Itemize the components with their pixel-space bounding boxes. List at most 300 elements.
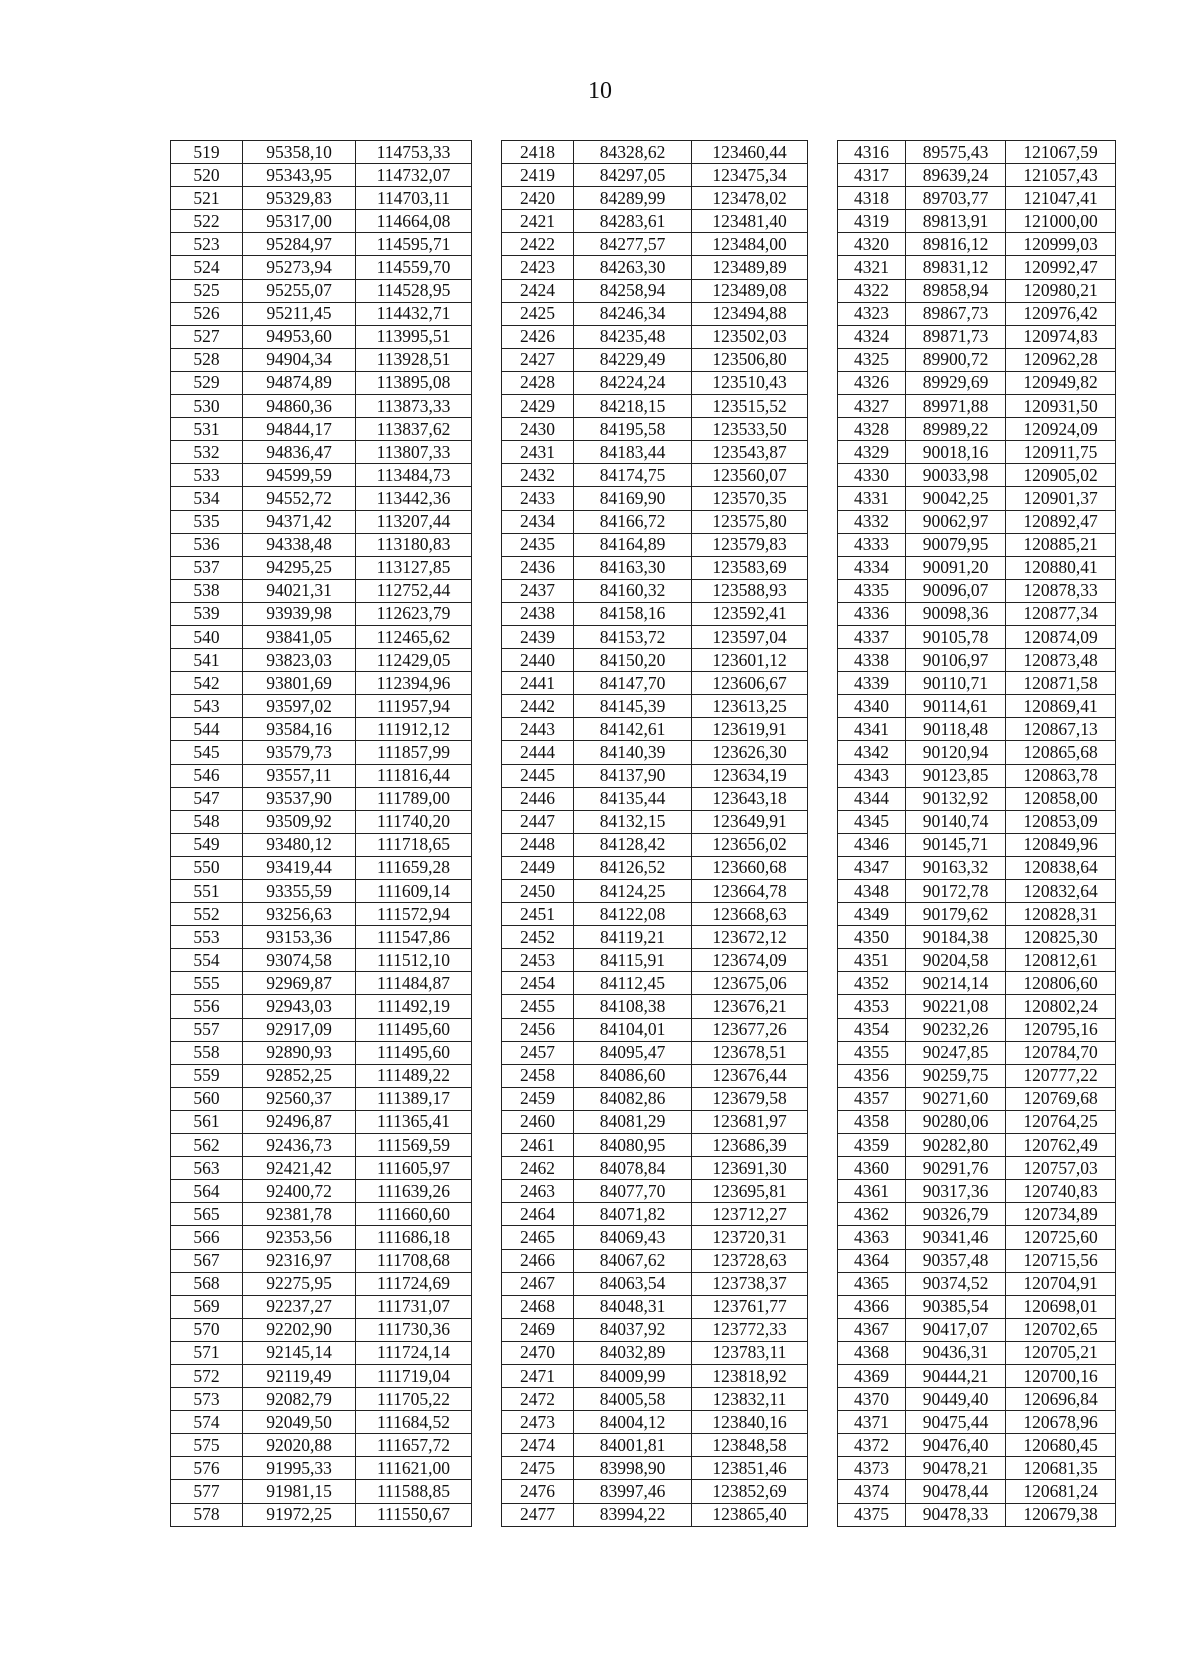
group-spacer bbox=[808, 1388, 838, 1411]
point-number: 2426 bbox=[502, 325, 574, 348]
y-coordinate: 120871,58 bbox=[1006, 672, 1116, 695]
point-number: 544 bbox=[171, 718, 243, 741]
point-number: 2464 bbox=[502, 1203, 574, 1226]
table-row bbox=[171, 371, 1116, 394]
y-coordinate: 123481,40 bbox=[692, 210, 808, 233]
table-row bbox=[171, 764, 1116, 787]
y-coordinate: 111659,28 bbox=[356, 856, 472, 879]
table-row bbox=[171, 256, 1116, 279]
x-coordinate: 89867,73 bbox=[906, 302, 1006, 325]
table-row bbox=[171, 972, 1116, 995]
table-row bbox=[171, 464, 1116, 487]
group-spacer bbox=[808, 787, 838, 810]
group-spacer bbox=[472, 487, 502, 510]
x-coordinate: 84104,01 bbox=[574, 1018, 692, 1041]
group-spacer bbox=[472, 972, 502, 995]
point-number: 2456 bbox=[502, 1018, 574, 1041]
x-coordinate: 94953,60 bbox=[243, 325, 356, 348]
x-coordinate: 84001,81 bbox=[574, 1434, 692, 1457]
x-coordinate: 92119,49 bbox=[243, 1364, 356, 1387]
y-coordinate: 123510,43 bbox=[692, 371, 808, 394]
group-spacer bbox=[808, 1272, 838, 1295]
y-coordinate: 123588,93 bbox=[692, 579, 808, 602]
point-number: 532 bbox=[171, 441, 243, 464]
x-coordinate: 90247,85 bbox=[906, 1041, 1006, 1064]
y-coordinate: 111686,18 bbox=[356, 1226, 472, 1249]
point-number: 2418 bbox=[502, 141, 574, 164]
group-spacer bbox=[472, 256, 502, 279]
y-coordinate: 120999,03 bbox=[1006, 233, 1116, 256]
y-coordinate: 120762,49 bbox=[1006, 1134, 1116, 1157]
y-coordinate: 111912,12 bbox=[356, 718, 472, 741]
group-spacer bbox=[472, 810, 502, 833]
group-spacer bbox=[808, 1341, 838, 1364]
x-coordinate: 92560,37 bbox=[243, 1087, 356, 1110]
table-row bbox=[171, 1272, 1116, 1295]
group-spacer bbox=[808, 1087, 838, 1110]
point-number: 2421 bbox=[502, 210, 574, 233]
y-coordinate: 114703,11 bbox=[356, 187, 472, 210]
x-coordinate: 95211,45 bbox=[243, 302, 356, 325]
y-coordinate: 123840,16 bbox=[692, 1411, 808, 1434]
point-number: 557 bbox=[171, 1018, 243, 1041]
group-spacer bbox=[472, 1364, 502, 1387]
y-coordinate: 123660,68 bbox=[692, 856, 808, 879]
y-coordinate: 111495,60 bbox=[356, 1018, 472, 1041]
y-coordinate: 120931,50 bbox=[1006, 395, 1116, 418]
point-number: 537 bbox=[171, 556, 243, 579]
point-number: 4322 bbox=[838, 279, 906, 302]
x-coordinate: 84095,47 bbox=[574, 1041, 692, 1064]
point-number: 572 bbox=[171, 1364, 243, 1387]
group-spacer bbox=[472, 210, 502, 233]
group-spacer bbox=[472, 164, 502, 187]
group-spacer bbox=[472, 1503, 502, 1526]
x-coordinate: 84164,89 bbox=[574, 533, 692, 556]
table-row bbox=[171, 672, 1116, 695]
y-coordinate: 114732,07 bbox=[356, 164, 472, 187]
y-coordinate: 120704,91 bbox=[1006, 1272, 1116, 1295]
point-number: 4339 bbox=[838, 672, 906, 695]
point-number: 547 bbox=[171, 787, 243, 810]
y-coordinate: 120865,68 bbox=[1006, 741, 1116, 764]
point-number: 549 bbox=[171, 833, 243, 856]
y-coordinate: 123851,46 bbox=[692, 1457, 808, 1480]
x-coordinate: 89813,91 bbox=[906, 210, 1006, 233]
point-number: 2468 bbox=[502, 1295, 574, 1318]
x-coordinate: 89816,12 bbox=[906, 233, 1006, 256]
point-number: 2466 bbox=[502, 1249, 574, 1272]
table-row bbox=[171, 1434, 1116, 1457]
point-number: 4325 bbox=[838, 348, 906, 371]
point-number: 4317 bbox=[838, 164, 906, 187]
point-number: 4336 bbox=[838, 602, 906, 625]
x-coordinate: 84032,89 bbox=[574, 1341, 692, 1364]
y-coordinate: 111730,36 bbox=[356, 1318, 472, 1341]
group-spacer bbox=[472, 348, 502, 371]
y-coordinate: 123489,89 bbox=[692, 256, 808, 279]
point-number: 2430 bbox=[502, 418, 574, 441]
x-coordinate: 84124,25 bbox=[574, 880, 692, 903]
y-coordinate: 111605,97 bbox=[356, 1157, 472, 1180]
y-coordinate: 123738,37 bbox=[692, 1272, 808, 1295]
point-number: 4340 bbox=[838, 695, 906, 718]
point-number: 4355 bbox=[838, 1041, 906, 1064]
group-spacer bbox=[472, 1318, 502, 1341]
y-coordinate: 123475,34 bbox=[692, 164, 808, 187]
y-coordinate: 123478,02 bbox=[692, 187, 808, 210]
group-spacer bbox=[808, 1041, 838, 1064]
x-coordinate: 93579,73 bbox=[243, 741, 356, 764]
group-spacer bbox=[808, 672, 838, 695]
point-number: 2467 bbox=[502, 1272, 574, 1295]
x-coordinate: 91995,33 bbox=[243, 1457, 356, 1480]
y-coordinate: 111957,94 bbox=[356, 695, 472, 718]
y-coordinate: 120740,83 bbox=[1006, 1180, 1116, 1203]
x-coordinate: 84086,60 bbox=[574, 1064, 692, 1087]
table-row bbox=[171, 348, 1116, 371]
x-coordinate: 90449,40 bbox=[906, 1388, 1006, 1411]
group-spacer bbox=[808, 1364, 838, 1387]
table-row bbox=[171, 533, 1116, 556]
x-coordinate: 90110,71 bbox=[906, 672, 1006, 695]
group-spacer bbox=[472, 1434, 502, 1457]
point-number: 2424 bbox=[502, 279, 574, 302]
point-number: 555 bbox=[171, 972, 243, 995]
point-number: 2475 bbox=[502, 1457, 574, 1480]
x-coordinate: 89900,72 bbox=[906, 348, 1006, 371]
point-number: 2422 bbox=[502, 233, 574, 256]
table-row bbox=[171, 880, 1116, 903]
table-row bbox=[171, 1249, 1116, 1272]
y-coordinate: 112394,96 bbox=[356, 672, 472, 695]
y-coordinate: 123695,81 bbox=[692, 1180, 808, 1203]
y-coordinate: 123720,31 bbox=[692, 1226, 808, 1249]
y-coordinate: 123460,44 bbox=[692, 141, 808, 164]
x-coordinate: 90478,44 bbox=[906, 1480, 1006, 1503]
point-number: 519 bbox=[171, 141, 243, 164]
y-coordinate: 120858,00 bbox=[1006, 787, 1116, 810]
y-coordinate: 120980,21 bbox=[1006, 279, 1116, 302]
group-spacer bbox=[808, 1180, 838, 1203]
point-number: 4366 bbox=[838, 1295, 906, 1318]
x-coordinate: 92852,25 bbox=[243, 1064, 356, 1087]
x-coordinate: 84081,29 bbox=[574, 1110, 692, 1133]
point-number: 4341 bbox=[838, 718, 906, 741]
x-coordinate: 90145,71 bbox=[906, 833, 1006, 856]
x-coordinate: 92202,90 bbox=[243, 1318, 356, 1341]
point-number: 4337 bbox=[838, 625, 906, 648]
point-number: 4350 bbox=[838, 926, 906, 949]
group-spacer bbox=[808, 1226, 838, 1249]
table-row bbox=[171, 510, 1116, 533]
point-number: 543 bbox=[171, 695, 243, 718]
point-number: 560 bbox=[171, 1087, 243, 1110]
y-coordinate: 111389,17 bbox=[356, 1087, 472, 1110]
x-coordinate: 89703,77 bbox=[906, 187, 1006, 210]
x-coordinate: 84283,61 bbox=[574, 210, 692, 233]
x-coordinate: 94371,42 bbox=[243, 510, 356, 533]
x-coordinate: 84145,39 bbox=[574, 695, 692, 718]
y-coordinate: 120764,25 bbox=[1006, 1110, 1116, 1133]
point-number: 524 bbox=[171, 256, 243, 279]
point-number: 2473 bbox=[502, 1411, 574, 1434]
y-coordinate: 114559,70 bbox=[356, 256, 472, 279]
y-coordinate: 120892,47 bbox=[1006, 510, 1116, 533]
y-coordinate: 112623,79 bbox=[356, 602, 472, 625]
x-coordinate: 92969,87 bbox=[243, 972, 356, 995]
point-number: 575 bbox=[171, 1434, 243, 1457]
point-number: 4368 bbox=[838, 1341, 906, 1364]
x-coordinate: 90282,80 bbox=[906, 1134, 1006, 1157]
group-spacer bbox=[472, 464, 502, 487]
group-spacer bbox=[808, 1134, 838, 1157]
y-coordinate: 120705,21 bbox=[1006, 1341, 1116, 1364]
y-coordinate: 111572,94 bbox=[356, 903, 472, 926]
point-number: 533 bbox=[171, 464, 243, 487]
y-coordinate: 123848,58 bbox=[692, 1434, 808, 1457]
point-number: 2448 bbox=[502, 833, 574, 856]
point-number: 4320 bbox=[838, 233, 906, 256]
point-number: 527 bbox=[171, 325, 243, 348]
point-number: 4347 bbox=[838, 856, 906, 879]
group-spacer bbox=[808, 1249, 838, 1272]
x-coordinate: 90179,62 bbox=[906, 903, 1006, 926]
y-coordinate: 111609,14 bbox=[356, 880, 472, 903]
group-spacer bbox=[808, 1434, 838, 1457]
group-spacer bbox=[808, 141, 838, 164]
x-coordinate: 90214,14 bbox=[906, 972, 1006, 995]
table-row bbox=[171, 741, 1116, 764]
group-spacer bbox=[472, 1041, 502, 1064]
y-coordinate: 121057,43 bbox=[1006, 164, 1116, 187]
group-spacer bbox=[808, 1295, 838, 1318]
y-coordinate: 112429,05 bbox=[356, 649, 472, 672]
y-coordinate: 111719,04 bbox=[356, 1364, 472, 1387]
y-coordinate: 120828,31 bbox=[1006, 903, 1116, 926]
x-coordinate: 92381,78 bbox=[243, 1203, 356, 1226]
point-number: 4352 bbox=[838, 972, 906, 995]
table-row bbox=[171, 833, 1116, 856]
x-coordinate: 90114,61 bbox=[906, 695, 1006, 718]
x-coordinate: 95329,83 bbox=[243, 187, 356, 210]
x-coordinate: 89639,24 bbox=[906, 164, 1006, 187]
y-coordinate: 123649,91 bbox=[692, 810, 808, 833]
point-number: 569 bbox=[171, 1295, 243, 1318]
group-spacer bbox=[472, 1134, 502, 1157]
point-number: 2454 bbox=[502, 972, 574, 995]
table-row bbox=[171, 579, 1116, 602]
point-number: 2446 bbox=[502, 787, 574, 810]
point-number: 2474 bbox=[502, 1434, 574, 1457]
x-coordinate: 93537,90 bbox=[243, 787, 356, 810]
x-coordinate: 84153,72 bbox=[574, 625, 692, 648]
x-coordinate: 90091,20 bbox=[906, 556, 1006, 579]
x-coordinate: 90357,48 bbox=[906, 1249, 1006, 1272]
table-row bbox=[171, 926, 1116, 949]
y-coordinate: 123515,52 bbox=[692, 395, 808, 418]
table-row bbox=[171, 1180, 1116, 1203]
point-number: 4324 bbox=[838, 325, 906, 348]
y-coordinate: 123634,19 bbox=[692, 764, 808, 787]
point-number: 2451 bbox=[502, 903, 574, 926]
y-coordinate: 123679,58 bbox=[692, 1087, 808, 1110]
y-coordinate: 112752,44 bbox=[356, 579, 472, 602]
y-coordinate: 120880,41 bbox=[1006, 556, 1116, 579]
point-number: 578 bbox=[171, 1503, 243, 1526]
group-spacer bbox=[472, 1411, 502, 1434]
group-spacer bbox=[808, 649, 838, 672]
point-number: 2428 bbox=[502, 371, 574, 394]
group-spacer bbox=[808, 533, 838, 556]
table-row bbox=[171, 1503, 1116, 1526]
point-number: 2435 bbox=[502, 533, 574, 556]
y-coordinate: 120974,83 bbox=[1006, 325, 1116, 348]
x-coordinate: 84158,16 bbox=[574, 602, 692, 625]
x-coordinate: 90271,60 bbox=[906, 1087, 1006, 1110]
y-coordinate: 120784,70 bbox=[1006, 1041, 1116, 1064]
x-coordinate: 84224,24 bbox=[574, 371, 692, 394]
point-number: 4321 bbox=[838, 256, 906, 279]
x-coordinate: 90232,26 bbox=[906, 1018, 1006, 1041]
x-coordinate: 84128,42 bbox=[574, 833, 692, 856]
point-number: 570 bbox=[171, 1318, 243, 1341]
y-coordinate: 120812,61 bbox=[1006, 949, 1116, 972]
point-number: 4327 bbox=[838, 395, 906, 418]
y-coordinate: 120873,48 bbox=[1006, 649, 1116, 672]
group-spacer bbox=[472, 371, 502, 394]
x-coordinate: 84135,44 bbox=[574, 787, 692, 810]
point-number: 4375 bbox=[838, 1503, 906, 1526]
x-coordinate: 93509,92 bbox=[243, 810, 356, 833]
point-number: 548 bbox=[171, 810, 243, 833]
y-coordinate: 120681,35 bbox=[1006, 1457, 1116, 1480]
y-coordinate: 111639,26 bbox=[356, 1180, 472, 1203]
point-number: 4345 bbox=[838, 810, 906, 833]
table-row bbox=[171, 1411, 1116, 1434]
group-spacer bbox=[808, 556, 838, 579]
group-spacer bbox=[472, 602, 502, 625]
y-coordinate: 123601,12 bbox=[692, 649, 808, 672]
y-coordinate: 123852,69 bbox=[692, 1480, 808, 1503]
point-number: 520 bbox=[171, 164, 243, 187]
point-number: 554 bbox=[171, 949, 243, 972]
group-spacer bbox=[472, 1018, 502, 1041]
y-coordinate: 120698,01 bbox=[1006, 1295, 1116, 1318]
point-number: 4373 bbox=[838, 1457, 906, 1480]
table-body bbox=[171, 141, 1116, 1527]
point-number: 2459 bbox=[502, 1087, 574, 1110]
y-coordinate: 123668,63 bbox=[692, 903, 808, 926]
y-coordinate: 120863,78 bbox=[1006, 764, 1116, 787]
y-coordinate: 120853,09 bbox=[1006, 810, 1116, 833]
x-coordinate: 84137,90 bbox=[574, 764, 692, 787]
group-spacer bbox=[808, 579, 838, 602]
x-coordinate: 95284,97 bbox=[243, 233, 356, 256]
table-row bbox=[171, 441, 1116, 464]
x-coordinate: 95255,07 bbox=[243, 279, 356, 302]
y-coordinate: 111731,07 bbox=[356, 1295, 472, 1318]
y-coordinate: 120702,65 bbox=[1006, 1318, 1116, 1341]
y-coordinate: 111660,60 bbox=[356, 1203, 472, 1226]
x-coordinate: 90326,79 bbox=[906, 1203, 1006, 1226]
x-coordinate: 84063,54 bbox=[574, 1272, 692, 1295]
y-coordinate: 123691,30 bbox=[692, 1157, 808, 1180]
y-coordinate: 114664,08 bbox=[356, 210, 472, 233]
x-coordinate: 84004,12 bbox=[574, 1411, 692, 1434]
point-number: 2465 bbox=[502, 1226, 574, 1249]
x-coordinate: 94599,59 bbox=[243, 464, 356, 487]
y-coordinate: 114753,33 bbox=[356, 141, 472, 164]
y-coordinate: 123676,44 bbox=[692, 1064, 808, 1087]
table-row bbox=[171, 695, 1116, 718]
point-number: 562 bbox=[171, 1134, 243, 1157]
group-spacer bbox=[472, 1249, 502, 1272]
table-row bbox=[171, 625, 1116, 648]
point-number: 2460 bbox=[502, 1110, 574, 1133]
y-coordinate: 111495,60 bbox=[356, 1041, 472, 1064]
group-spacer bbox=[808, 418, 838, 441]
y-coordinate: 120911,75 bbox=[1006, 441, 1116, 464]
table-row bbox=[171, 395, 1116, 418]
x-coordinate: 84112,45 bbox=[574, 972, 692, 995]
y-coordinate: 120795,16 bbox=[1006, 1018, 1116, 1041]
point-number: 538 bbox=[171, 579, 243, 602]
y-coordinate: 120878,33 bbox=[1006, 579, 1116, 602]
point-number: 525 bbox=[171, 279, 243, 302]
table-row bbox=[171, 233, 1116, 256]
group-spacer bbox=[472, 695, 502, 718]
x-coordinate: 94295,25 bbox=[243, 556, 356, 579]
x-coordinate: 90140,74 bbox=[906, 810, 1006, 833]
y-coordinate: 120849,96 bbox=[1006, 833, 1116, 856]
point-number: 4330 bbox=[838, 464, 906, 487]
y-coordinate: 120992,47 bbox=[1006, 256, 1116, 279]
group-spacer bbox=[808, 1480, 838, 1503]
y-coordinate: 120734,89 bbox=[1006, 1203, 1116, 1226]
table-row bbox=[171, 649, 1116, 672]
y-coordinate: 111492,19 bbox=[356, 995, 472, 1018]
y-coordinate: 113837,62 bbox=[356, 418, 472, 441]
x-coordinate: 95317,00 bbox=[243, 210, 356, 233]
y-coordinate: 120825,30 bbox=[1006, 926, 1116, 949]
group-spacer bbox=[808, 164, 838, 187]
x-coordinate: 84229,49 bbox=[574, 348, 692, 371]
y-coordinate: 120885,21 bbox=[1006, 533, 1116, 556]
table-row bbox=[171, 1041, 1116, 1064]
table-row bbox=[171, 325, 1116, 348]
point-number: 552 bbox=[171, 903, 243, 926]
x-coordinate: 92020,88 bbox=[243, 1434, 356, 1457]
group-spacer bbox=[472, 233, 502, 256]
y-coordinate: 120832,64 bbox=[1006, 880, 1116, 903]
y-coordinate: 123664,78 bbox=[692, 880, 808, 903]
x-coordinate: 93419,44 bbox=[243, 856, 356, 879]
y-coordinate: 111657,72 bbox=[356, 1434, 472, 1457]
group-spacer bbox=[472, 787, 502, 810]
point-number: 4353 bbox=[838, 995, 906, 1018]
x-coordinate: 94552,72 bbox=[243, 487, 356, 510]
x-coordinate: 89831,12 bbox=[906, 256, 1006, 279]
x-coordinate: 84108,38 bbox=[574, 995, 692, 1018]
group-spacer bbox=[808, 233, 838, 256]
point-number: 536 bbox=[171, 533, 243, 556]
x-coordinate: 90118,48 bbox=[906, 718, 1006, 741]
point-number: 4329 bbox=[838, 441, 906, 464]
table-row bbox=[171, 1226, 1116, 1249]
point-number: 4367 bbox=[838, 1318, 906, 1341]
x-coordinate: 93841,05 bbox=[243, 625, 356, 648]
